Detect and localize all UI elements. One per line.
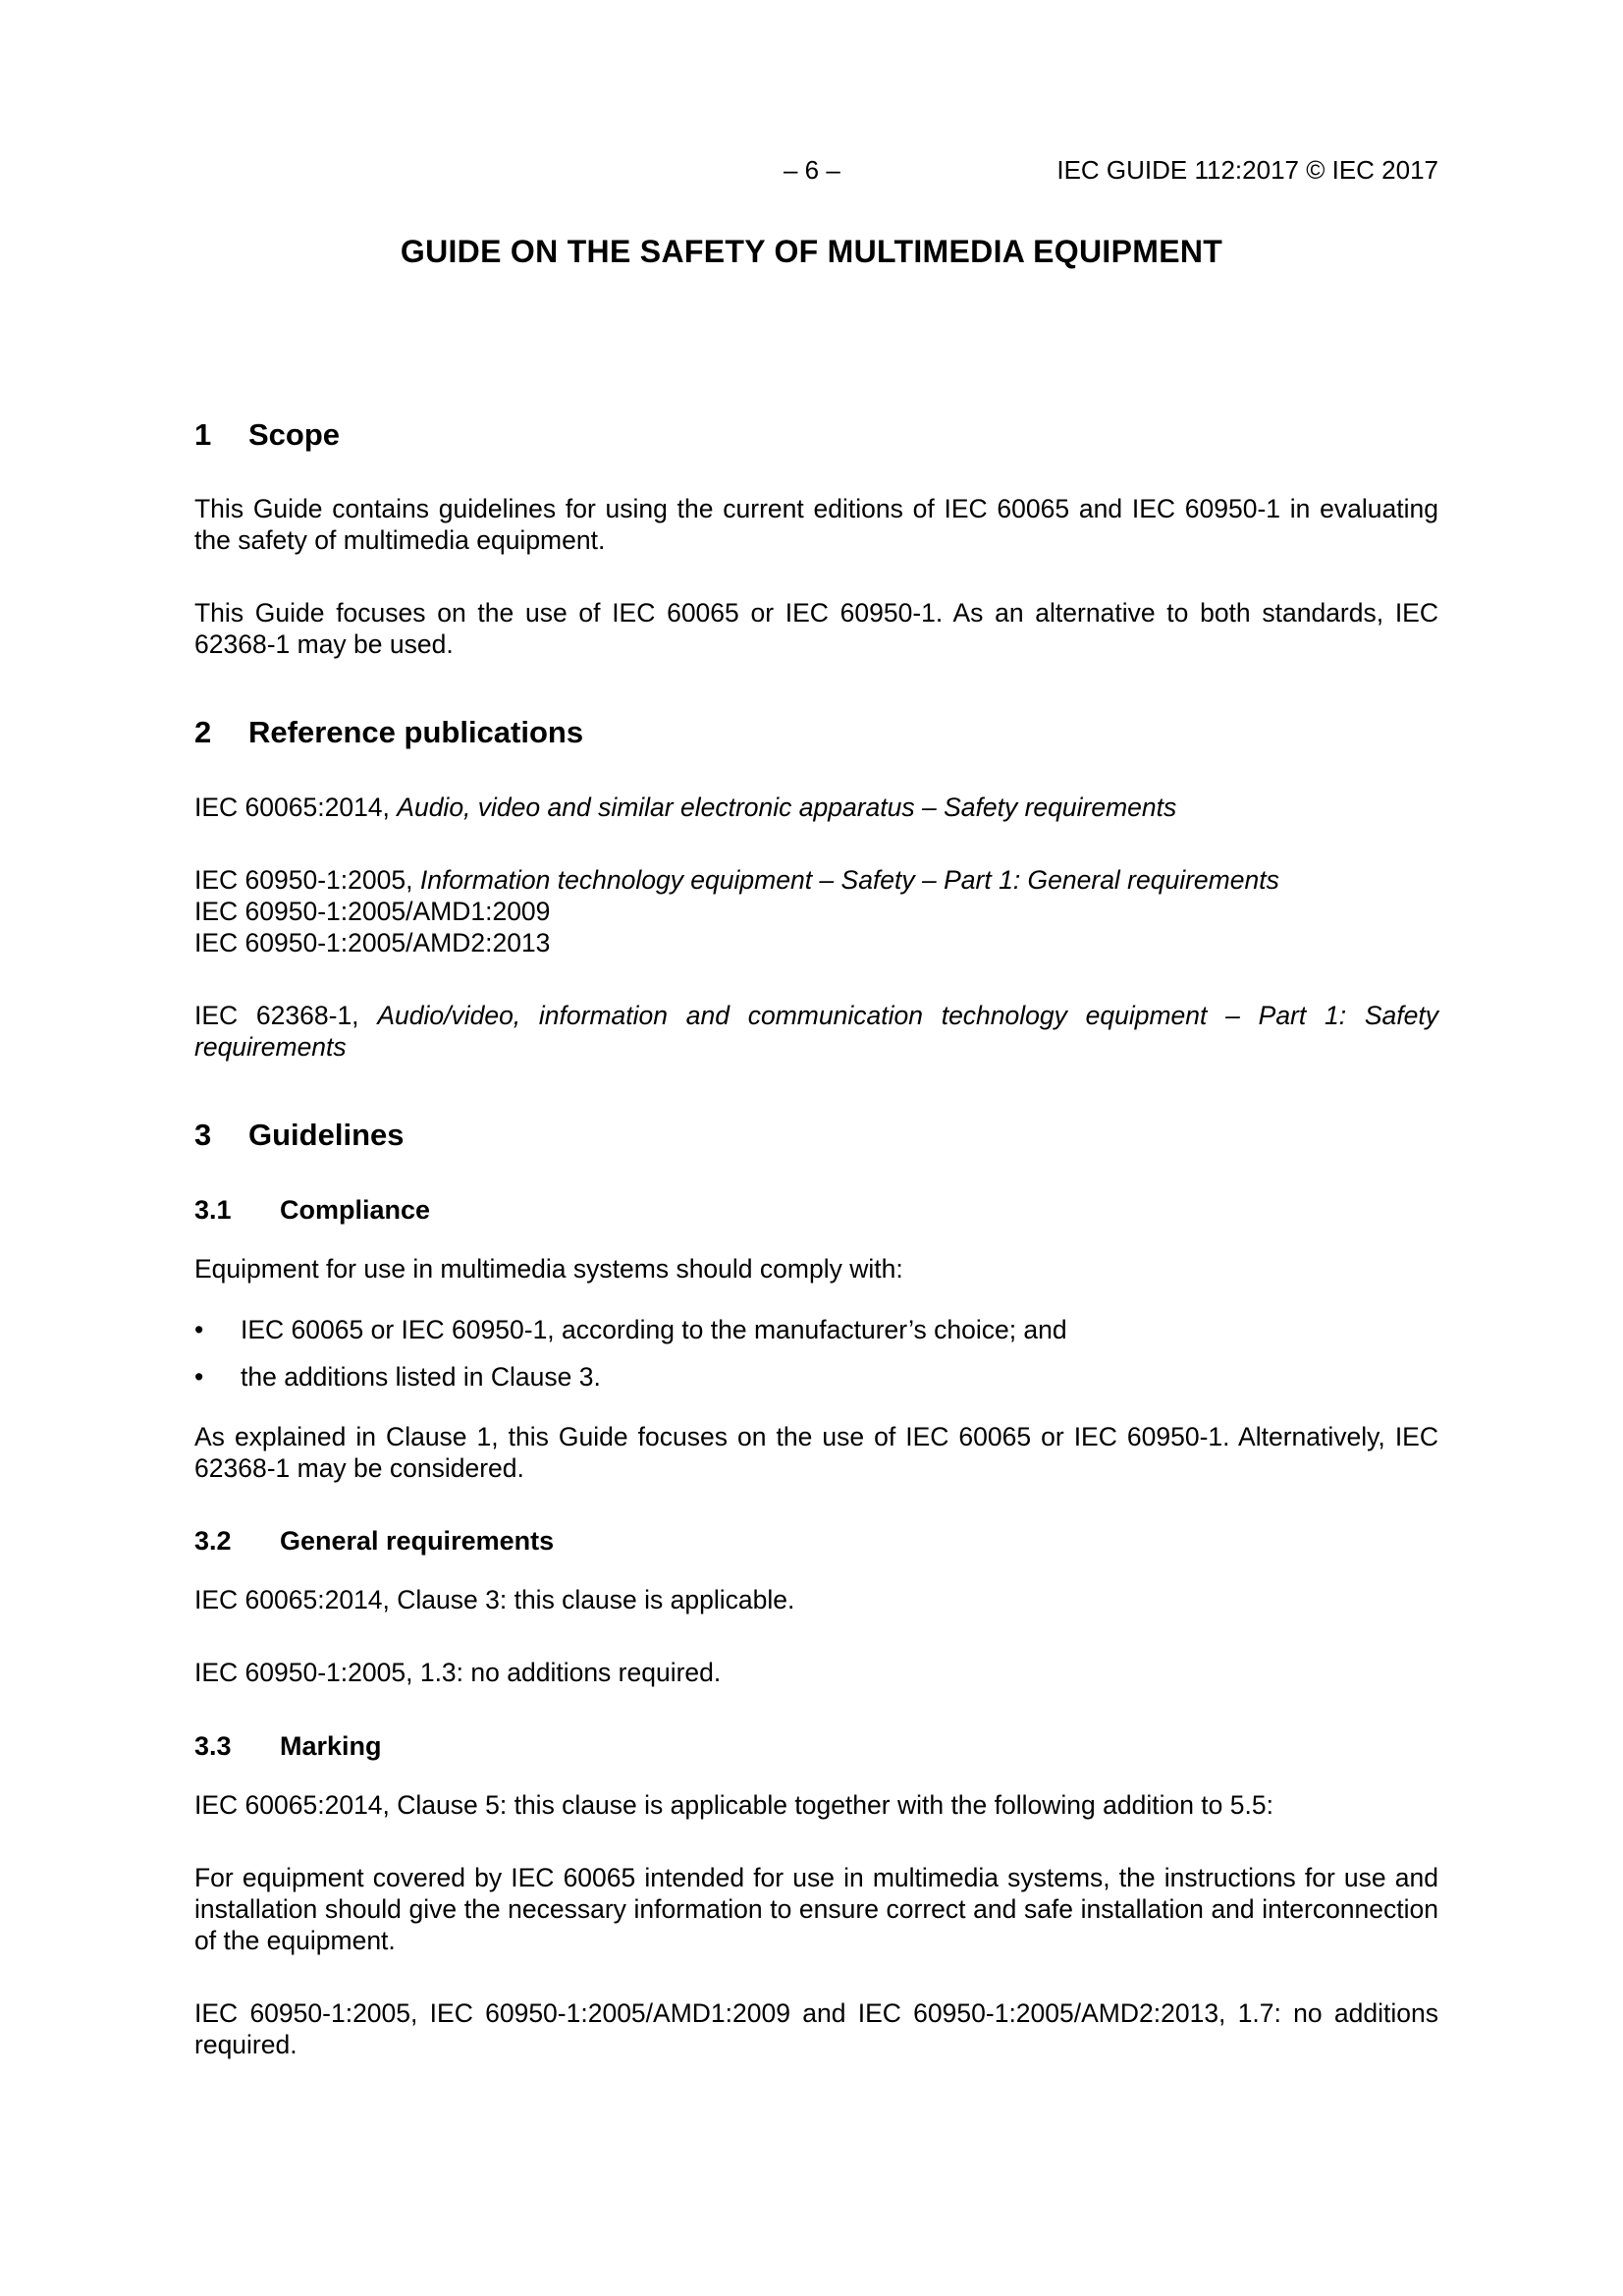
- section-title: Scope: [248, 417, 341, 452]
- reference-title: Audio, video and similar electronic apparatus – Safety requirements: [397, 793, 1177, 822]
- subsection-title: General requirements: [280, 1526, 555, 1556]
- section-3-heading: [194, 1117, 404, 1154]
- page-number: – 6 –: [784, 155, 840, 185]
- general-requirements-paragraph-1: IEC 60065:2014, Clause 3: this clause is applicable.: [194, 1585, 795, 1614]
- section-title: Reference publications: [248, 715, 584, 749]
- section-number: 1: [194, 417, 212, 452]
- scope-paragraph-2: This Guide focuses on the use of IEC 60065 or IEC 60950-1. As an alternative to both standards, IEC 62368-1 may be used.: [194, 598, 1438, 659]
- subsection-3-3-heading: [194, 1729, 382, 1763]
- marking-paragraph-3: IEC 60950-1:2005, IEC 60950-1:2005/AMD1:2009 and IEC 60950-1:2005/AMD2:2013, 1.7: no additions required.: [194, 1998, 1438, 2059]
- subsection-title: Compliance: [280, 1195, 431, 1225]
- marking-paragraph-1: IEC 60065:2014, Clause 5: this clause is applicable together with the following addition to 5.5:: [194, 1790, 1273, 1820]
- subsection-3-2-heading: [194, 1524, 554, 1558]
- subsection-3-1-heading: [194, 1193, 430, 1227]
- reference-code: IEC 60065:2014,: [194, 793, 398, 822]
- subsection-number: 3.1: [194, 1195, 232, 1225]
- reference-2: [194, 864, 1438, 896]
- marking-paragraph-2: For equipment covered by IEC 60065 intended for use in multimedia systems, the instructions for use and installation should give the necessary information to ensure correct and safe installation and interconnection of the equipment.: [194, 1863, 1438, 1955]
- document-id: IEC GUIDE 112:2017 © IEC 2017: [1056, 155, 1438, 185]
- document-title-text: GUIDE ON THE SAFETY OF MULTIMEDIA EQUIPMENT: [400, 234, 1223, 269]
- section-title: Guidelines: [248, 1118, 405, 1152]
- section-number: 2: [194, 715, 212, 749]
- list-item: [194, 1314, 1438, 1345]
- general-requirements-paragraph-2: IEC 60950-1:2005, 1.3: no additions required.: [194, 1658, 722, 1687]
- scope-paragraph-1: This Guide contains guidelines for using the current editions of IEC 60065 and IEC 60950-1 in evaluating the safety of multimedia equipment.: [194, 494, 1438, 555]
- reference-title: Information technology equipment – Safety – Part 1: General requirements: [419, 865, 1279, 895]
- reference-code: IEC 60950-1:2005,: [194, 865, 420, 895]
- subsection-title: Marking: [280, 1731, 382, 1761]
- list-item: [194, 1361, 1438, 1393]
- compliance-intro: Equipment for use in multimedia systems should comply with:: [194, 1254, 903, 1284]
- section-1-heading: [194, 416, 340, 454]
- reference-title: Audio/video, information and communication technology equipment – Part 1: Safety requirements: [194, 1001, 1438, 1062]
- subsection-number: 3.2: [194, 1526, 232, 1556]
- list-item-text: the additions listed in Clause 3.: [241, 1362, 601, 1392]
- reference-2-amendment-2: IEC 60950-1:2005/AMD2:2013: [194, 928, 551, 957]
- bullet-icon: •: [194, 1362, 204, 1392]
- list-item-text: IEC 60065 or IEC 60950-1, according to the manufacturer’s choice; and: [241, 1315, 1067, 1344]
- section-number: 3: [194, 1118, 212, 1152]
- reference-1: [194, 792, 1438, 823]
- compliance-paragraph: As explained in Clause 1, this Guide focuses on the use of IEC 60065 or IEC 60950-1. Alternatively, IEC 62368-1 may be considered.: [194, 1422, 1438, 1483]
- section-2-heading: [194, 714, 583, 751]
- subsection-number: 3.3: [194, 1731, 232, 1761]
- reference-2-amendment-1: IEC 60950-1:2005/AMD1:2009: [194, 897, 551, 926]
- document-title: [0, 232, 1623, 271]
- bullet-icon: •: [194, 1315, 204, 1344]
- reference-code: IEC 62368-1,: [194, 1001, 378, 1030]
- reference-3: [194, 1000, 1438, 1063]
